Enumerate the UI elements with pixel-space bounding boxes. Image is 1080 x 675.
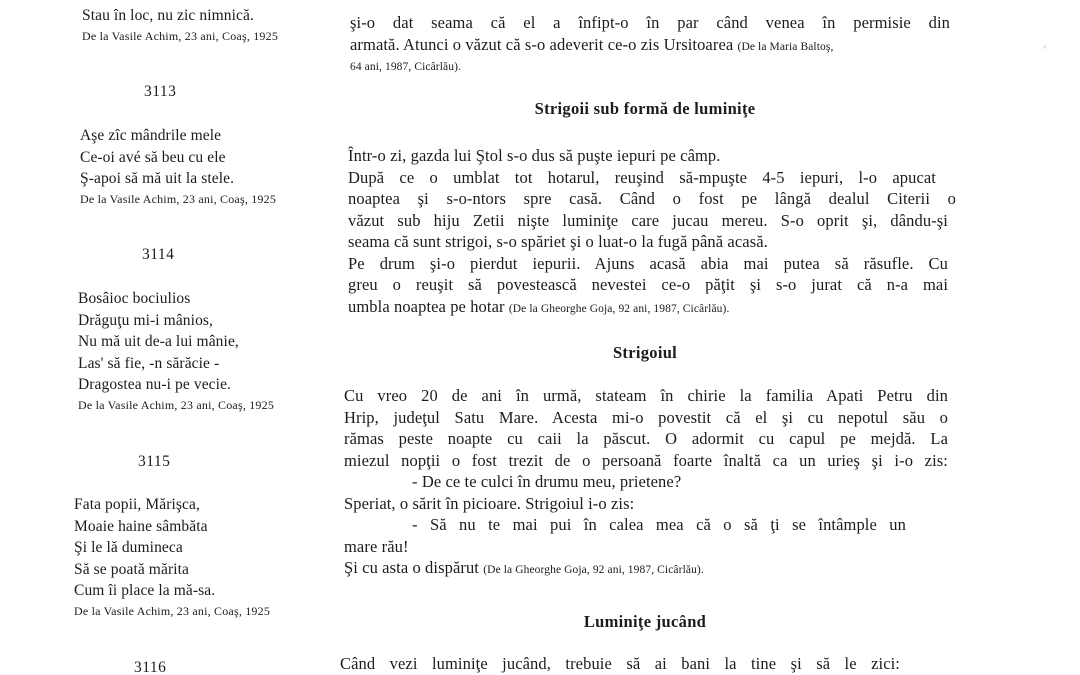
poem-line: Aşe zîc mândrile mele: [80, 127, 222, 144]
poem-line: Bosâioc bociulios: [78, 290, 191, 307]
poem-line: Drăguţu mi-i mânios,: [78, 311, 214, 329]
section-title: Luminiţe jucând: [583, 612, 707, 631]
text-line: miezul nopţii o fost trezit de o persoană foarte înaltă ca un urieş şi i-o zis:: [344, 450, 948, 470]
poem-3114: [78, 288, 328, 413]
poem-number-3116: 3116: [134, 659, 167, 675]
poem-line: Să se poată mărita: [74, 560, 189, 578]
section-title: Strigoii sub formă de luminiţe: [534, 99, 756, 118]
dialog-line: - Să nu te mai pui în calea mea că o să ţi se întâmple un: [412, 515, 906, 534]
text-line: greu o reuşit să povestească nevestei ce-o păţit şi s-o jurat că n-a mai: [348, 275, 948, 294]
source-citation: 64 ani, 1987, Cicârlău).: [350, 61, 461, 73]
text-line: seama că sunt strigoi, s-o spăriet şi o luat-o la fugă până acasă.: [348, 232, 768, 251]
poem-line: Las' să fie, -n sărăcie -: [78, 354, 220, 372]
text-line: şi-o dat seama că el a înfipt-o în par când venea în permisie din: [350, 13, 950, 32]
poem-line: Nu mă uit de-a lui mânie,: [78, 333, 239, 350]
poem-number-3115: 3115: [138, 453, 171, 470]
section-body: [340, 653, 900, 675]
poem-line: Dragostea nu-i pe vecie.: [78, 376, 232, 393]
poem-3115: [74, 494, 324, 619]
poem-3113: [80, 125, 330, 207]
poem-number-3113: 3113: [144, 83, 177, 100]
text-line: Într-o zi, gazda lui Ştol s-o dus să puşte iepuri pe câmp.: [348, 146, 721, 165]
poem-source: De la Vasile Achim, 23 ani, Coaş, 1925: [80, 191, 277, 206]
text-line-content: umbla noaptea pe hotar: [348, 296, 505, 316]
poem-line: Ş-apoi să mă uit la stele.: [80, 170, 235, 187]
text-line: mare rău!: [344, 536, 409, 556]
text-line-content: armată. Atunci o văzut că s-o adeverit ce-o zis Ursitoarea: [350, 34, 734, 54]
poem-number-3114: 3114: [142, 246, 175, 263]
text-line: Cu vreo 20 de ani în urmă, stateam în chirie la familia Apati Petru din: [344, 386, 948, 405]
poem-fragment-top: [82, 5, 332, 44]
source-citation: (De la Gheorghe Goja, 92 ani, 1987, Cicârlău).: [483, 564, 704, 576]
source-citation: (De la Maria Baltoş,: [737, 40, 834, 53]
poem-source: De la Vasile Achim, 23 ani, Coaş, 1925: [82, 28, 279, 43]
poem-line: Cum îi place la mă-sa.: [74, 582, 216, 599]
poem-line: Stau în loc, nu zic nimnică.: [82, 7, 254, 24]
scan-speck: ×: [1042, 42, 1048, 52]
poem-source: De la Vasile Achim, 23 ani, Coaş, 1925: [78, 397, 275, 412]
section-body: [344, 385, 948, 582]
story-continuation: [350, 12, 950, 77]
poem-source: De la Vasile Achim, 23 ani, Coaş, 1925: [74, 603, 271, 618]
text-line: [350, 34, 950, 59]
section-title: Strigoiul: [612, 343, 678, 362]
text-line: Pe drum şi-o pierdut iepurii. Ajuns acasă abia mai putea să răsufle. Cu: [348, 253, 948, 273]
poem-line: Şi le lă dumineca: [74, 539, 183, 556]
text-line: După ce o umblat tot hotarul, reuşind să-mpuşte 4-5 iepuri, l-o apucat: [348, 167, 936, 187]
text-line: [348, 296, 948, 321]
poem-line: Moaie haine sâmbăta: [74, 517, 208, 535]
text-line: Hrip, judeţul Satu Mare. Acesta mi-o povestit că el şi cu nepotul său o: [344, 407, 948, 427]
text-line: [344, 557, 948, 582]
dialog-line: - De ce te culci în drumu meu, prietene?: [412, 472, 682, 491]
text-line: Speriat, o sărit în picioare. Strigoiul i-o zis:: [344, 493, 635, 513]
poem-line: Ce-oi avé să beu cu ele: [80, 148, 226, 166]
source-citation: (De la Gheorghe Goja, 92 ani, 1987, Cicârlău).: [508, 302, 730, 315]
text-line: noaptea şi s-o-ntors spre casă. Când o fost pe lângă dealul Citerii o: [348, 189, 956, 208]
text-line: Când vezi luminiţe jucând, trebuie să ai bani la tine şi să le zici:: [340, 654, 900, 673]
poem-line: Fata popii, Mărişca,: [74, 496, 200, 513]
section-body: [348, 145, 956, 320]
text-line: rămas peste noapte cu caii la păscut. O adormit cu capul pe mejdă. La: [344, 429, 948, 448]
text-line-content: Şi cu asta o dispărut: [344, 558, 479, 577]
text-line: văzut sub hiju Zetii nişte luminiţe care jucau mereu. S-o oprit şi, dându-şi: [348, 210, 948, 230]
